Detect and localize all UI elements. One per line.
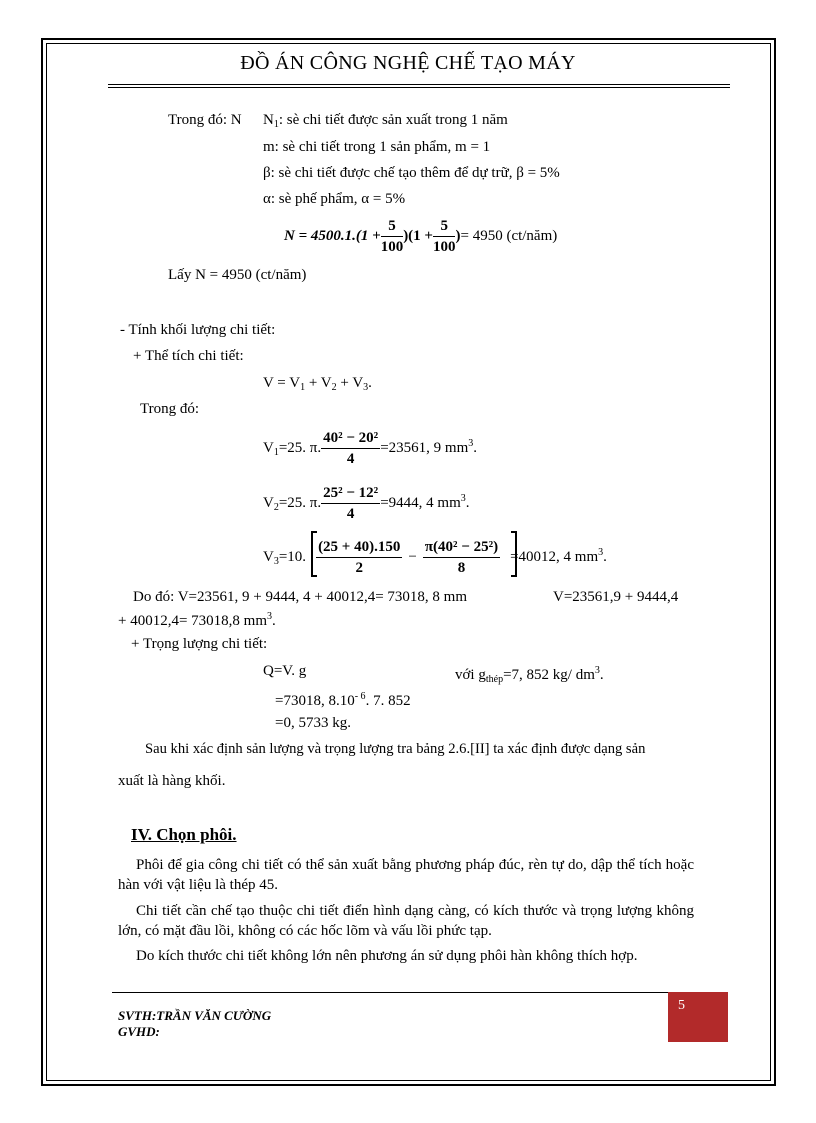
formula-n-mid: )(1 + [403, 228, 433, 244]
formula-n-fraction-2 [433, 216, 456, 257]
v2-subscript: 2 [273, 502, 279, 513]
v1-unit-sup: 3 [468, 438, 474, 449]
v2-prefix: =25. π. [278, 495, 322, 511]
fraction-numerator: 5 [433, 216, 456, 237]
v-sum-part: V = V [263, 375, 301, 391]
v3-unit-sup: 3 [598, 547, 604, 558]
q-calc-sup: - 6 [354, 691, 366, 702]
where-alpha-line: α: sè phế phẩm, α = 5% [263, 191, 406, 207]
v3-symbol: V [263, 549, 274, 565]
v-sum-part: + V [336, 375, 364, 391]
v3-subscript: 3 [273, 556, 279, 567]
q-with-subscript: thép [485, 674, 504, 685]
q-calc-a: =73018, 8.10 [275, 693, 355, 709]
where-n1-line [263, 111, 508, 134]
q-with-unit-sup: 3 [594, 665, 600, 676]
fraction-denominator: 2 [355, 560, 363, 577]
section-iv-title: IV. Chọn phôi. [131, 825, 237, 844]
header-rule-double [108, 87, 730, 88]
v2-symbol: V [263, 495, 274, 511]
fraction-numerator: π(40² − 25²) [423, 537, 500, 558]
so-line-1: Do đó: V=23561, 9 + 9444, 4 + 40012,4= 73018, 8 mm [133, 589, 467, 605]
so-line-2-text: + 40012,4= 73018,8 mm [118, 613, 268, 629]
n1-subscript: 1 [273, 119, 279, 130]
formula-n-fraction-1 [381, 216, 404, 257]
mass-heading: - Tính khối lượng chi tiết: [120, 322, 276, 338]
v2-result: =9444, 4 mm [380, 495, 461, 511]
q-calc-b: . 7. 852 [365, 693, 411, 709]
where-m-line: m: sè chi tiết trong 1 sản phẩm, m = 1 [263, 139, 491, 155]
v2-unit-sup: 3 [460, 493, 466, 504]
footer-rule [112, 992, 668, 993]
v1-fraction [321, 428, 380, 469]
v3-minus: − [408, 549, 417, 565]
q-result: =0, 5733 kg. [275, 715, 351, 731]
fraction-denominator: 4 [346, 451, 355, 468]
page-header-title: ĐỒ ÁN CÔNG NGHỆ CHẾ TẠO MÁY [240, 52, 576, 74]
n1-text: : sè chi tiết được sản xuất trong 1 năm [278, 112, 508, 128]
section-iv-paragraph-3: Do kích thước chi tiết không lớn nên phương án sử dụng phôi hàn không thích hợp. [136, 948, 638, 964]
so-unit-sup: 3 [267, 611, 273, 622]
so-line-1-right: V=23561,9 + 9444,4 [553, 589, 679, 605]
v1-subscript: 1 [273, 447, 279, 458]
v2-fraction [321, 483, 380, 524]
take-n-line: Lấy N = 4950 (ct/năm) [168, 267, 307, 283]
v1-prefix: =25. π. [278, 440, 322, 456]
formula-n-close: ) [455, 228, 461, 244]
v3-fraction-2 [423, 537, 500, 578]
fraction-denominator: 4 [346, 506, 355, 523]
section-iv-paragraph-2: Chi tiết cần chế tạo thuộc chi tiết điển hình dạng càng, có kích thước và trọng lượng không lớn, có mặt đầu lồi, không có các hốc lõm và vấu lồi phức tạp. [118, 903, 694, 939]
fraction-denominator: 100 [380, 239, 404, 256]
volume-sum [263, 374, 372, 397]
v3-bracket-left [311, 531, 317, 577]
where-label: Trong đó: N [168, 112, 242, 128]
q-with-density [455, 662, 604, 689]
v-sum-sub: 1 [300, 382, 306, 393]
page-number-box [668, 992, 728, 1042]
section-iv-paragraph-1: Phôi để gia công chi tiết có thể sản xuất bằng phương pháp đúc, rèn tự do, dập thể tích hoặc hàn với vật liệu là thép 45. [118, 857, 694, 893]
v-sum-part: + V [305, 375, 332, 391]
n1-symbol: N [263, 112, 274, 128]
v3-prefix: =10. [278, 549, 307, 565]
v1-formula [263, 422, 477, 475]
fraction-numerator: 25² − 12² [321, 483, 380, 504]
v-sum-part: . [368, 375, 372, 391]
conclusion-line-2: xuất là hàng khối. [118, 773, 226, 789]
v1-symbol: V [263, 440, 274, 456]
fraction-denominator: 8 [457, 560, 466, 577]
formula-n-lhs: N = 4500.1.(1 + [284, 228, 381, 244]
volume-heading: + Thể tích chi tiết: [133, 348, 244, 364]
formula-n [284, 215, 557, 257]
v3-bracket-right [511, 531, 517, 577]
footer-supervisor: GVHD: [118, 1024, 160, 1039]
page-number: 5 [678, 998, 685, 1013]
where-beta-line: β: sè chi tiết được chế tạo thêm để dự trữ, β = 5% [263, 165, 560, 181]
v-sum-sub: 2 [331, 382, 337, 393]
formula-n-result: = 4950 (ct/năm) [460, 228, 558, 244]
conclusion-line-1: Sau khi xác định sản lượng và trọng lượng tra bảng 2.6.[II] ta xác định được dạng sản [145, 741, 646, 757]
fraction-denominator: 100 [432, 239, 456, 256]
v1-result: =23561, 9 mm [380, 440, 469, 456]
v1-end: . [473, 440, 477, 456]
header-rule [108, 84, 730, 85]
fraction-numerator: (25 + 40).150 [316, 537, 402, 558]
v2-end: . [465, 495, 470, 511]
fraction-numerator: 40² − 20² [321, 428, 380, 449]
fraction-numerator: 5 [381, 216, 404, 237]
so-end: . [272, 613, 276, 629]
q-with-label: với g [455, 667, 486, 683]
volume-where: Trong đó: [140, 401, 200, 417]
so-line-2 [118, 608, 276, 630]
q-calc [275, 688, 411, 710]
q-with-value: =7, 852 kg/ dm [503, 667, 595, 683]
v3-result: =40012, 4 mm [510, 549, 599, 565]
v-sum-sub: 3 [363, 382, 369, 393]
q-formula: Q=V. g [263, 663, 307, 679]
q-with-end: . [599, 667, 604, 683]
v3-end: . [603, 549, 607, 565]
v3-fraction-1 [316, 537, 402, 578]
footer-student: SVTH:TRẦN VĂN CƯỜNG [118, 1008, 272, 1023]
v2-formula [263, 477, 469, 530]
weight-heading: + Trọng lượng chi tiết: [131, 636, 268, 652]
